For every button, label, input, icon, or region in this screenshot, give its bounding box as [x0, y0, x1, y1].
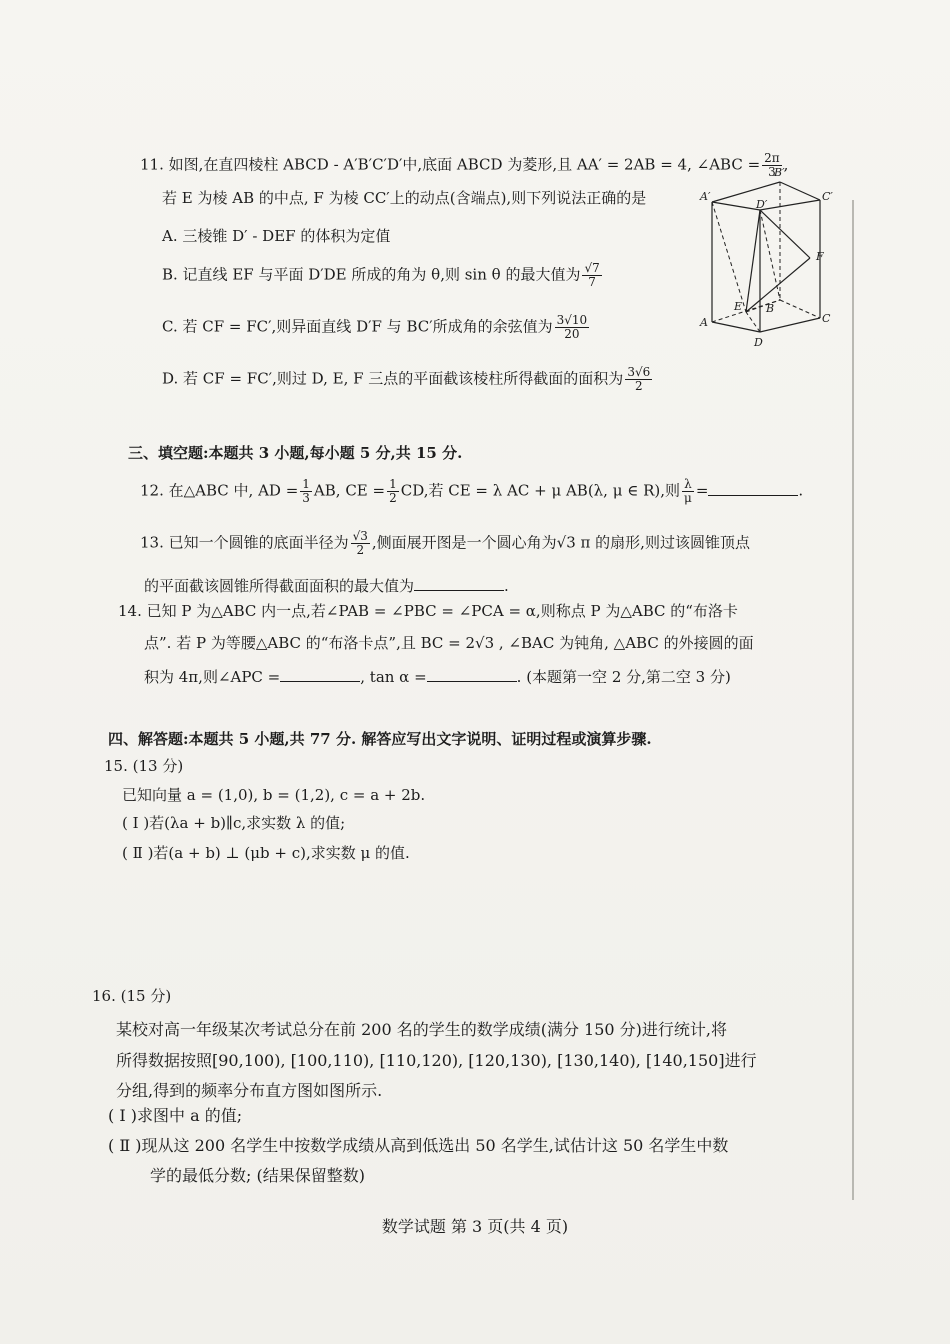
label-B: B [766, 302, 775, 315]
q11-line1: 11. 如图,在直四棱柱 ABCD - A′B′C′D′中,底面 ABCD 为菱形,且 AA′ = 2AB = 4, ∠ABC = $\frac{2\pi}{3}$ , [140, 151, 789, 179]
section4-heading: 四、解答题:本题共 5 小题,共 77 分. 解答应写出文字说明、证明过程或演算步骤. [108, 730, 652, 748]
q11-option-b: B. 记直线 EF 与平面 D′DE 所成的角为 θ,则 sin θ 的最大值为 $\frac{√7}{7}$ [162, 261, 600, 289]
q11-option-d: D. 若 CF = FC′,则过 D, E, F 三点的平面截该棱柱所得截面的面积为 $\frac{3√6}{2}$ [162, 365, 651, 393]
q14-line2: 点”. 若 P 为等腰△ABC 的“布洛卡点”,且 BC = 2√3 , ∠BAC 为钝角, △ABC 的外接圆的面 [144, 634, 754, 652]
q12: 12. 在△ABC 中, AD = $\frac{1}{3}$ AB, CE = $\frac{1}{2}$ CD,若 CE = λ AC + μ AB(λ, μ ∈ R),则 $\frac{\lambda}{\mu}$ = . [140, 477, 804, 505]
q14-blank-2 [427, 667, 517, 682]
q14-line1: 14. 已知 P 为△ABC 内一点,若∠PAB = ∠PBC = ∠PCA = α,则称点 P 为△ABC 的“布洛卡 [118, 602, 738, 620]
q15-title: 15. (13 分) [104, 757, 184, 775]
q11-option-c: C. 若 CF = FC′,则异面直线 D′F 与 BC′所成角的余弦值为 $\frac{3√10}{20}$ [162, 313, 588, 341]
q14-blank-1 [280, 667, 360, 682]
q16-part1: ( Ⅰ )求图中 a 的值; [108, 1106, 243, 1125]
page-footer: 数学试题 第 3 页(共 4 页) [381, 1217, 569, 1236]
angle-fraction: $\frac{2\pi}{3}$ [764, 151, 780, 179]
q13-line1: 13. 已知一个圆锥的底面半径为 $\frac{√3}{2}$ ,侧面展开图是一个圆心角为√3 π 的扇形,则过该圆锥顶点 [140, 529, 750, 557]
page-edge-line [852, 200, 854, 1200]
q15-given: 已知向量 a = (1,0), b = (1,2), c = a + 2b. [122, 786, 426, 804]
q16-line2: 所得数据按照[90,100), [100,110), [110,120), [120,130), [130,140), [140,150]进行 [116, 1051, 757, 1070]
label-E: E [734, 300, 743, 313]
section3-heading: 三、填空题:本题共 3 小题,每小题 5 分,共 15 分. [128, 444, 463, 462]
label-D: D [754, 336, 763, 349]
q16-part2-line1: ( Ⅱ )现从这 200 名学生中按数学成绩从高到低选出 50 名学生,试估计这 50 名学生中数 [108, 1136, 729, 1155]
q15-part2: ( Ⅱ )若(a + b) ⊥ (μb + c),求实数 μ 的值. [122, 844, 410, 862]
label-D1: D′ [756, 198, 768, 211]
q16-line1: 某校对高一年级某次考试总分在前 200 名的学生的数学成绩(满分 150 分)进行统计,将 [116, 1020, 727, 1039]
q14-line3: 积为 4π,则∠APC = , tan α = . (本题第一空 2 分,第二空 3 分) [144, 668, 731, 686]
label-F: F [816, 250, 824, 263]
q16-line3: 分组,得到的频率分布直方图如图所示. [116, 1081, 383, 1100]
q13-answer-blank [414, 576, 504, 591]
q13-line2: 的平面截该圆锥所得截面面积的最大值为 . [144, 577, 509, 595]
label-A1: A′ [700, 190, 711, 203]
label-A: A [700, 316, 708, 329]
q16-title: 16. (15 分) [92, 987, 172, 1005]
label-C1: C′ [822, 190, 833, 203]
prism-figure [690, 160, 850, 350]
label-C: C [822, 312, 831, 325]
label-B1: B′ [774, 166, 785, 179]
q15-part1: ( Ⅰ )若(λa + b)∥c,求实数 λ 的值; [122, 814, 346, 832]
q12-answer-blank [708, 481, 798, 496]
q16-part2-line2: 学的最低分数; (结果保留整数) [150, 1166, 365, 1185]
q11-line2: 若 E 为棱 AB 的中点, F 为棱 CC′上的动点(含端点),则下列说法正确的是 [162, 189, 647, 207]
q11-option-a: A. 三棱锥 D′ - DEF 的体积为定值 [162, 227, 391, 245]
